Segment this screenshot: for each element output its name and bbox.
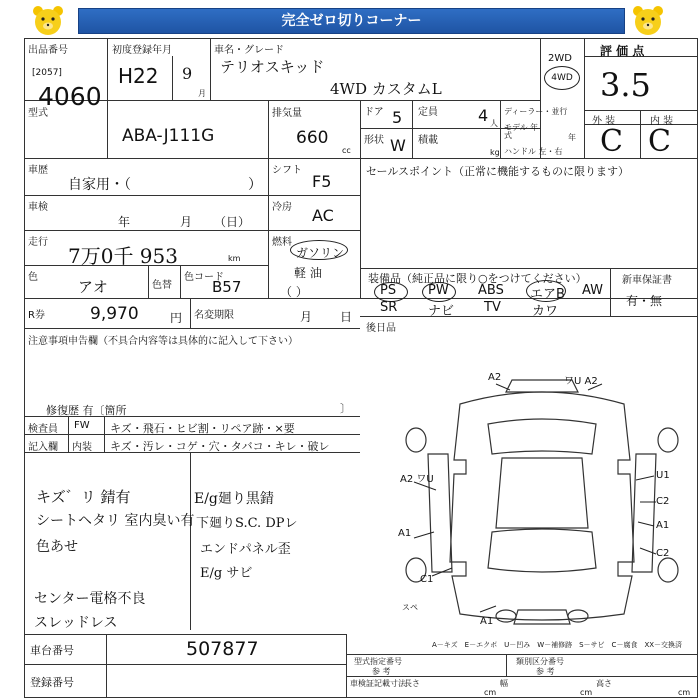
footer-dimensions: 車検証記載寸法 (350, 679, 406, 688)
chassis-value: 507877 (186, 638, 259, 660)
shift-value: F5 (312, 172, 332, 191)
footer-ref-2: 参 考 (536, 667, 555, 676)
after-label: 後日品 (366, 323, 396, 334)
history-close: ） (248, 177, 262, 193)
registration-month: 9 (182, 64, 193, 83)
int-score: C (648, 124, 671, 159)
mark-wu-a2-top: ワU A2 (564, 376, 598, 387)
footer-height: 高さ (596, 679, 612, 688)
shift-label: シフト (272, 165, 302, 176)
warranty-value: 有・無 (626, 294, 663, 308)
capacity-label: 定員 (418, 107, 438, 118)
drive-2wd: 2WD (548, 53, 572, 64)
recycle-value: 9,970 (90, 304, 139, 324)
shape-value: W (390, 136, 406, 155)
equip-leather: カワ (532, 304, 559, 319)
name-change-day: 日 (340, 310, 353, 324)
fuel-diesel: 軽 油 (294, 266, 322, 280)
history-value: 自家用・（ (68, 177, 131, 193)
mileage-label: 走行 (28, 237, 48, 248)
mark-a2-left: A2 ワU (400, 474, 434, 485)
doors-value: 5 (392, 108, 403, 127)
check-fw: FW (74, 420, 90, 431)
equipment-label: 装備品（純正品に限り○をつけてください） (368, 272, 587, 285)
lot-number: 4060 (38, 82, 102, 111)
model-value: ABA-J111G (122, 126, 215, 146)
color-label: 色 (28, 272, 38, 283)
fuel-label: 燃料 (272, 237, 292, 248)
mark-a1-left: A1 (398, 528, 412, 539)
recycle-unit: 円 (170, 311, 183, 325)
equip-pw-circle (422, 282, 456, 302)
doors-label: ドア (364, 107, 384, 118)
ext-score: C (600, 124, 623, 159)
mark-a1-right: A1 (656, 520, 670, 531)
equip-navi: ナビ (428, 304, 455, 319)
color-swap-label: 色替 (152, 280, 172, 291)
history-label: 車歴 (28, 165, 48, 176)
registration-month-unit: 月 (198, 89, 206, 98)
mascot-bear-icon-left (30, 4, 66, 38)
equip-airbag-circle (526, 280, 566, 302)
check-int-items: キズ・汚レ・コゲ・穴・タバコ・キレ・破レ (110, 440, 330, 453)
check-label-2: 記入欄 (28, 442, 58, 453)
name-change-label: 名変期限 (194, 310, 234, 321)
displacement-label: 排気量 (272, 108, 302, 119)
displacement-unit: cc (342, 146, 351, 155)
corner-banner: 完全ゼロ切りコーナー (78, 8, 625, 34)
int-label: 内 装 (650, 116, 674, 127)
note-scratch-rust: キズ゛リ 錆有 (36, 488, 131, 506)
mark-a1-bottom: A1 (480, 616, 494, 627)
mascot-bear-icon-right (630, 4, 666, 38)
mileage-unit: km (228, 254, 241, 263)
aircon-label: 冷房 (272, 202, 292, 213)
year-unit: 年 (568, 133, 576, 142)
car-label: 車名・グレード (214, 45, 284, 56)
aircon-value: AC (312, 206, 334, 225)
equip-pw: PW (428, 283, 449, 298)
repair-close: 〕 (340, 402, 351, 415)
equip-tv: TV (484, 300, 501, 315)
damage-legend: A－キズ E－エクボ U－凹み W－補修跡 S－サビ C－腐食 XX－交換済 (432, 641, 683, 649)
color-paren: （ ） (280, 285, 308, 299)
fuel-gas: ガソリン (296, 246, 345, 260)
capacity-value: 4 (478, 106, 489, 125)
model-year-label: モデル 年式 (504, 123, 539, 140)
notes-label: 注意事項申告欄（不具合内容等は具体的に記入して下さい） (28, 336, 298, 347)
note-threadless: スレッドレス (34, 615, 118, 631)
color-value: アオ (78, 278, 108, 296)
mark-a2-top: A2 (488, 372, 502, 383)
color-code-label: 色コード (184, 272, 224, 283)
score-label: 評 価 点 (600, 44, 645, 58)
displacement-value: 660 (296, 128, 329, 148)
footer-ref-1: 参 考 (372, 667, 391, 676)
mileage-value: 7万0千 953 (68, 244, 178, 268)
chassis-label: 車台番号 (30, 644, 74, 657)
car-name: テリオスキッド (220, 58, 325, 76)
load-label: 積載 (418, 135, 438, 146)
equip-aw: AW (582, 283, 604, 298)
footer-type-no: 型式指定番号 (354, 657, 402, 666)
lot-sub: [2057] (32, 68, 62, 78)
equip-airbag: エアB (530, 287, 565, 302)
handle-label: ハンドル 左・右 (504, 147, 563, 156)
registration-era: H22 (118, 64, 159, 88)
mark-c1-left: C1 (420, 574, 434, 585)
equip-sr: SR (380, 300, 398, 315)
footer-width: 幅 (500, 679, 508, 688)
sales-label: セールスポイント（正常に機能するものに限ります） (366, 165, 630, 178)
vehicle-damage-diagram (392, 362, 692, 642)
mark-c2-right-lower: C2 (656, 548, 670, 559)
mark-c2-right: C2 (656, 496, 670, 507)
check-int: 内装 (72, 442, 92, 453)
note-fade: 色あせ (36, 539, 78, 555)
lot-label: 出品番号 (28, 45, 68, 56)
registration-label: 初度登録年月 (112, 45, 172, 56)
drive-4wd-circle: 4WD (544, 66, 580, 90)
dealer-label: ディーラー・並行 (504, 107, 568, 116)
inspection-day: （日） (214, 215, 251, 229)
inspection-month: 月 (180, 215, 193, 229)
plate-label: 登録番号 (30, 676, 74, 689)
car-grade: 4WD カスタムL (330, 80, 442, 98)
load-unit: kg (490, 148, 500, 157)
note-underbody: 下廻りS.C. DPレ (196, 516, 298, 531)
fuel-gas-circle (290, 240, 348, 260)
model-label: 型式 (28, 108, 48, 119)
equip-ps-circle (374, 282, 408, 302)
note-engine-rust: E/g廻り黒錆 (194, 491, 274, 507)
repair-history: 修復歴 有〔箇所 (46, 404, 127, 417)
note-center-mirror: センター電格不良 (34, 591, 146, 607)
footer-unit-2: cm (580, 688, 593, 697)
note-seat-odor: シートヘタリ 室内臭い有 (36, 513, 195, 529)
footer-unit-3: cm (678, 688, 691, 697)
mark-spare: スペ (402, 603, 418, 612)
inspection-label: 車検 (28, 202, 48, 213)
equip-ps: PS (380, 283, 397, 298)
recycle-label: R券 (28, 310, 45, 321)
check-label-1: 検査員 (28, 424, 58, 435)
note-endpanel: エンドパネル歪 (200, 542, 291, 557)
score-value: 3.5 (600, 66, 651, 104)
footer-length: 長さ (404, 679, 420, 688)
footer-unit-1: cm (484, 688, 497, 697)
name-change-month: 月 (300, 310, 313, 324)
capacity-unit: 人 (490, 119, 498, 128)
warranty-label: 新車保証書 (622, 275, 672, 286)
shape-label: 形状 (364, 135, 384, 146)
note-engine-rust-2: E/g サビ (200, 566, 253, 581)
ext-label: 外 装 (592, 116, 616, 127)
check-fw-items: キズ・飛石・ヒビ割・リペア跡・×要 (110, 422, 295, 435)
footer-class-no: 類別区分番号 (516, 657, 564, 666)
color-code: B57 (212, 278, 242, 296)
equip-abs: ABS (478, 283, 504, 298)
mark-u1-right: U1 (656, 470, 670, 481)
inspection-year: 年 (118, 215, 131, 229)
